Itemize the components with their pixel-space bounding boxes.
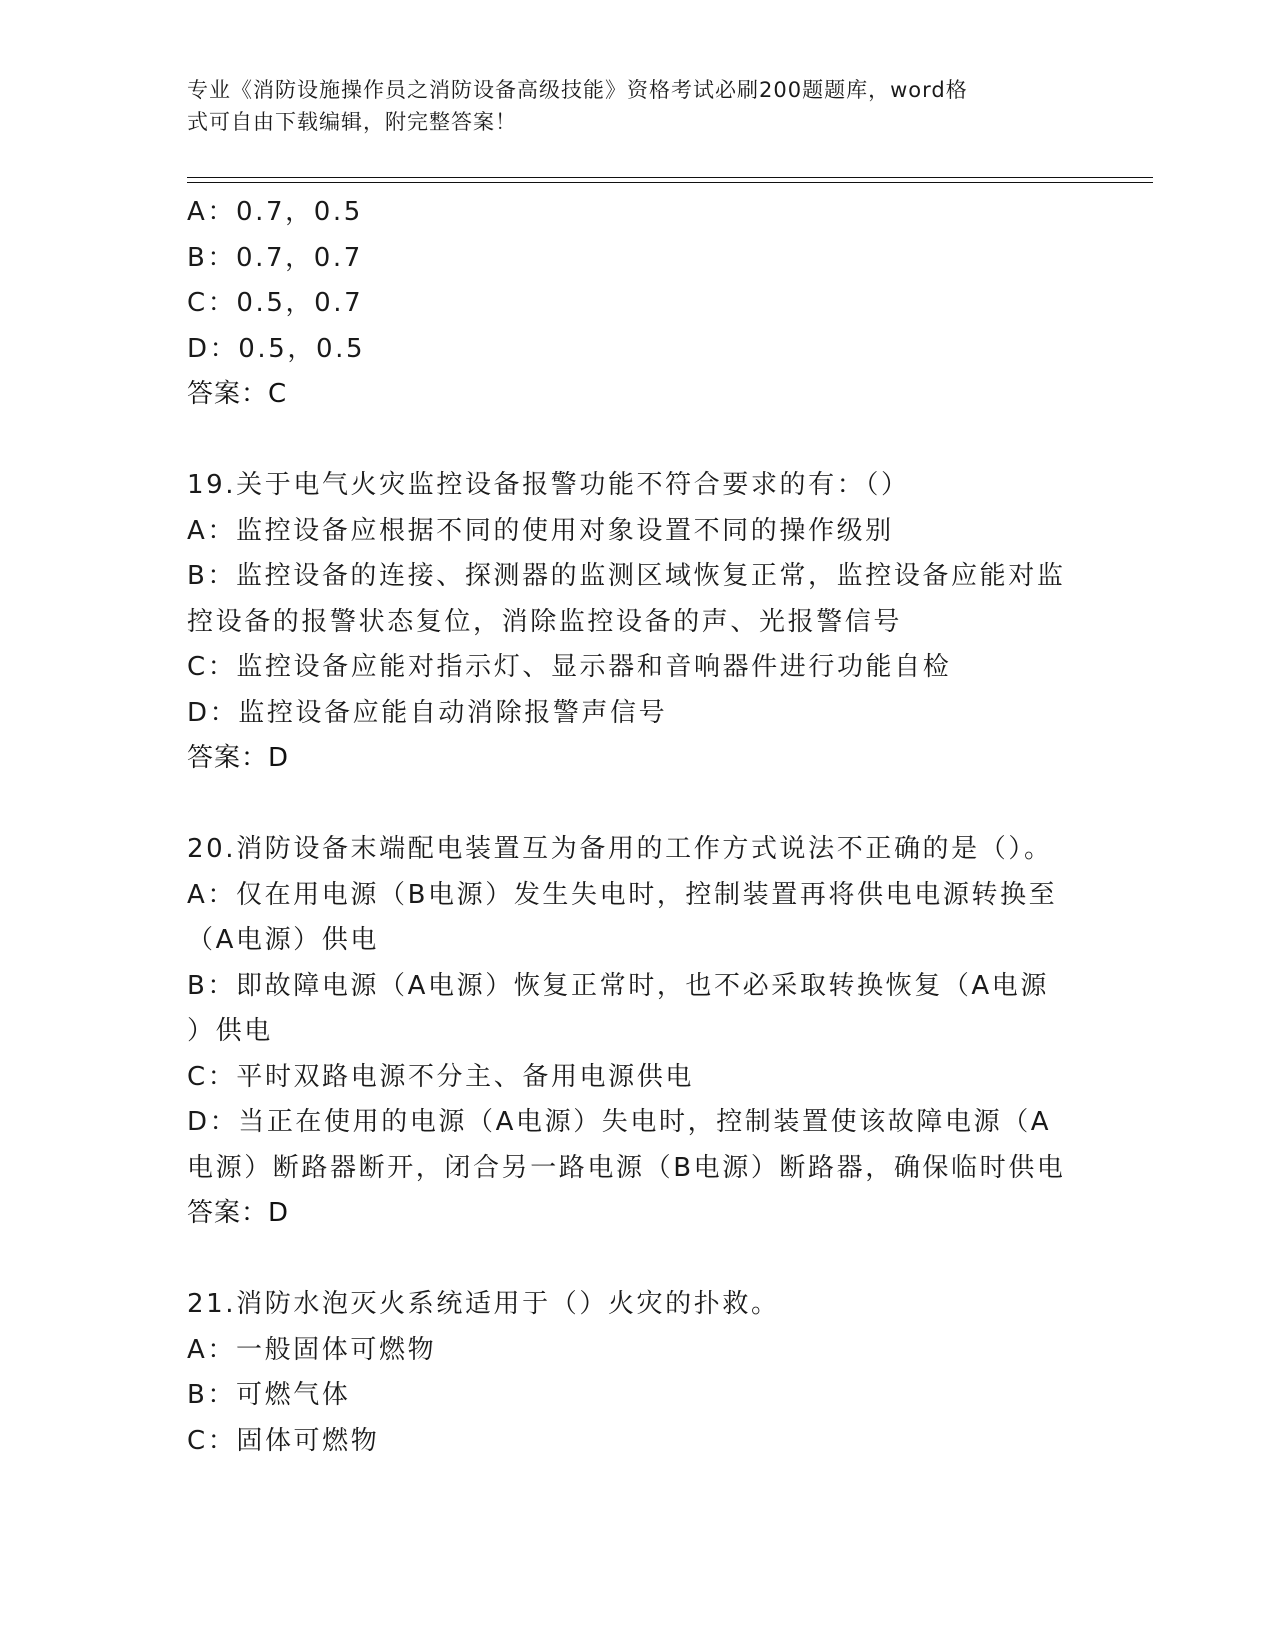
question-19-block [187, 463, 1087, 782]
header-divider-top [187, 177, 1153, 178]
spacer [187, 418, 1087, 464]
option-b-continued: ）供电 [187, 1016, 273, 1046]
option-c: C：固体可燃物 [187, 1425, 380, 1456]
option-b: B：即故障电源（A电源）恢复正常时，也不必采取转换恢复（A电源 [187, 970, 1050, 1001]
option-d: D：当正在使用的电源（A电源）失电时，控制装置使该故障电源（A [187, 1107, 1052, 1137]
option-d: D：监控设备应能自动消除报警声信号 [187, 697, 668, 728]
option-b: B：可燃气体 [187, 1380, 351, 1410]
question-21-block [187, 1282, 1087, 1464]
option-b: B：监控设备的连接、探测器的监测区域恢复正常，监控设备应能对监 [187, 561, 1066, 591]
question-text: 19.关于电气火灾监控设备报警功能不符合要求的有：（） [187, 470, 910, 500]
option-a: A：仅在用电源（B电源）发生失电时，控制装置再将供电电源转换至 [187, 879, 1058, 910]
option-a: A：监控设备应根据不同的使用对象设置不同的操作级别 [187, 515, 894, 546]
answer-line: 答案：D [187, 743, 290, 773]
option-a: A：0.7，0.5 [187, 197, 363, 227]
option-c: C：监控设备应能对指示灯、显示器和音响器件进行功能自检 [187, 652, 952, 682]
option-b: B：0.7，0.7 [187, 242, 363, 273]
spacer [187, 1237, 1087, 1283]
header-line-1: 专业《消防设施操作员之消防设备高级技能》资格考试必刷200题题库，word格 [187, 78, 968, 102]
option-a-continued: （A电源）供电 [187, 925, 379, 955]
answer-line: 答案：C [187, 379, 288, 409]
question-20-block [187, 827, 1087, 1237]
question-text: 21.消防水泡灭火系统适用于（）火灾的扑救。 [187, 1289, 780, 1319]
option-a: A：一般固体可燃物 [187, 1334, 437, 1365]
option-c: C：平时双路电源不分主、备用电源供电 [187, 1061, 694, 1092]
option-d: D：0.5，0.5 [187, 333, 366, 364]
option-d-continued: 电源）断路器断开，闭合另一路电源（B电源）断路器，确保临时供电 [187, 1152, 1066, 1183]
answer-line: 答案：D [187, 1198, 290, 1228]
question-text: 20.消防设备末端配电装置互为备用的工作方式说法不正确的是（）。 [187, 834, 1053, 864]
document-header [187, 74, 1067, 138]
spacer [187, 782, 1087, 828]
header-divider-bottom [187, 182, 1153, 183]
document-body [187, 190, 1087, 1464]
option-c: C：0.5，0.7 [187, 288, 364, 318]
option-b-continued: 控设备的报警状态复位，消除监控设备的声、光报警信号 [187, 606, 903, 637]
header-line-2: 式可自由下载编辑，附完整答案！ [187, 110, 517, 134]
question-18-block [187, 190, 1087, 418]
